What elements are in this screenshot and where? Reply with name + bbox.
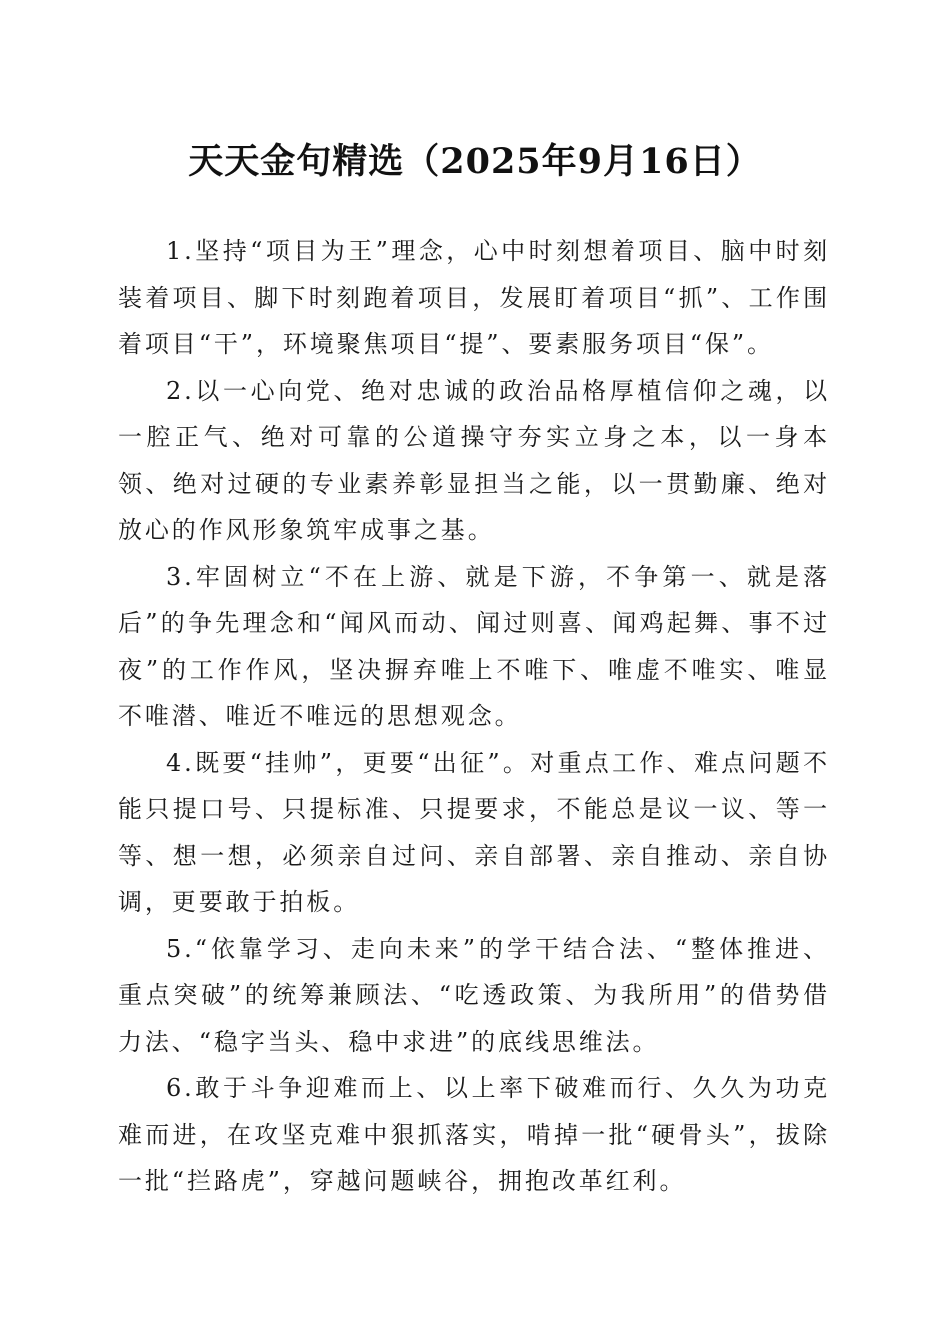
paragraph-1: 1.坚持“项目为王”理念，心中时刻想着项目、脑中时刻装着项目、脚下时刻跑着项目，发展盯着项目“抓”、工作围着项目“干”，环境聚焦项目“提”、要素服务项目“保”。 <box>118 237 830 358</box>
paragraph-4: 4.既要“挂帅”，更要“出征”。对重点工作、难点问题不能只提口号、只提标准、只提要求，不能总是议一议、等一等、想一想，必须亲自过问、亲自部署、亲自推动、亲自协调，更要敢于拍板。 <box>118 748 830 916</box>
paragraph-2: 2.以一心向党、绝对忠诚的政治品格厚植信仰之魂，以一腔正气、绝对可靠的公道操守夯实立身之本，以一身本领、绝对过硬的专业素养彰显担当之能，以一贯勤廉、绝对放心的作风形象筑牢成事之基。 <box>118 376 830 544</box>
paragraph-5: 5.“依靠学习、走向未来”的学干结合法、“整体推进、重点突破”的统筹兼顾法、“吃透政策、为我所用”的借势借力法、“稳字当头、稳中求进”的底线思维法。 <box>118 934 830 1056</box>
document-title: 天天金句精选（2025年9月16日） <box>188 141 762 182</box>
paragraph-3: 3.牢固树立“不在上游、就是下游，不争第一、就是落后”的争先理念和“闻风而动、闻过则喜、闻鸡起舞、事不过夜”的工作作风，坚决摒弃唯上不唯下、唯虚不唯实、唯显不唯潜、唯近不唯远的思想观念。 <box>118 562 830 730</box>
paragraph-6: 6.敢于斗争迎难而上、以上率下破难而行、久久为功克难而进，在攻坚克难中狠抓落实，啃掉一批“硬骨头”，拔除一批“拦路虎”，穿越问题峡谷，拥抱改革红利。 <box>118 1074 830 1195</box>
document-body <box>118 228 830 1205</box>
